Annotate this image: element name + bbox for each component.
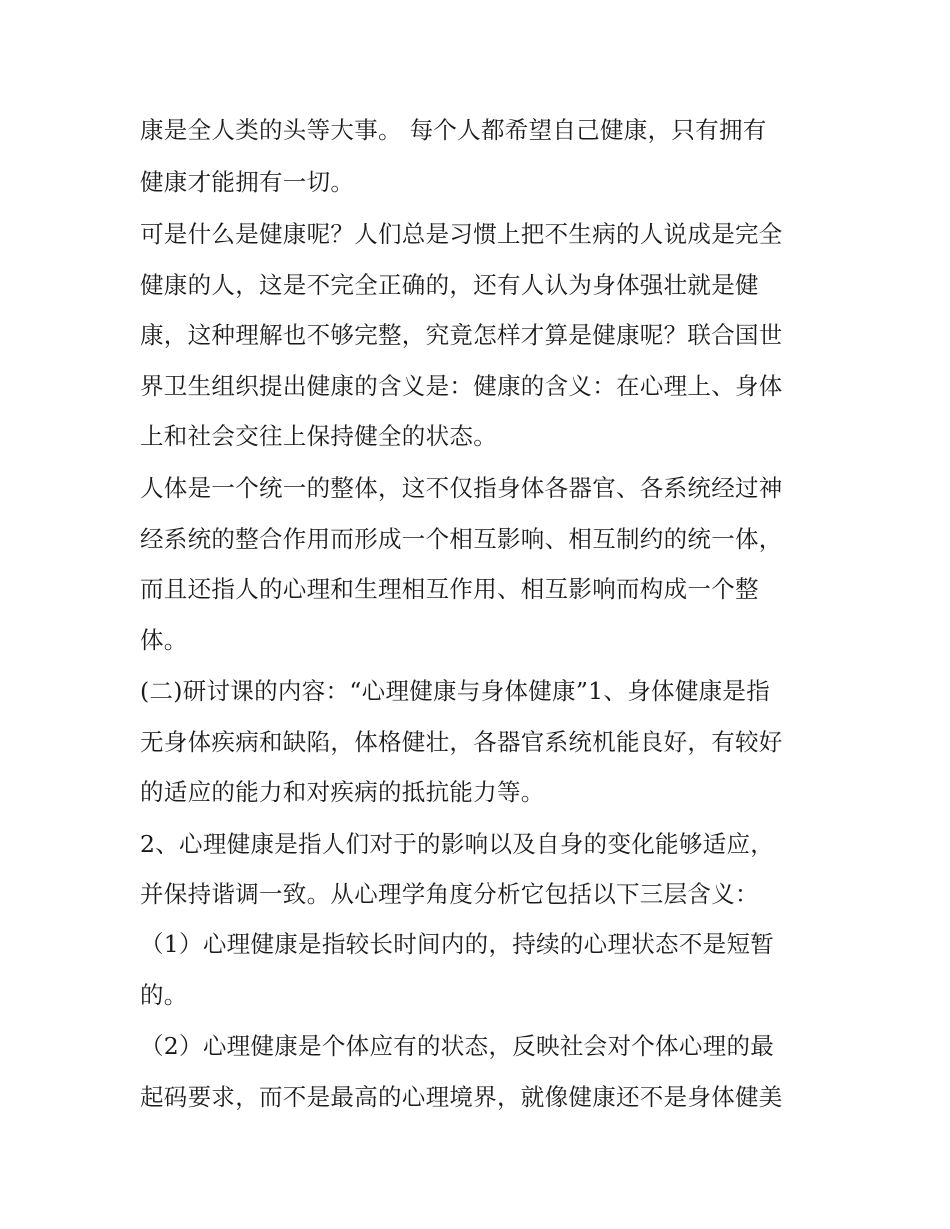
text-line: 2、心理健康是指人们对于的影响以及自身的变化能够适应， [140, 830, 775, 858]
text-line: 上和社会交往上保持健全的状态。 [140, 422, 497, 450]
text-line: 界卫生组织提出健康的含义是：健康的含义：在心理上、身体 [140, 372, 783, 400]
text-line: 健康的人，这是不完全正确的，还有人认为身体强壮就是健 [140, 271, 759, 299]
text-line: 健康才能拥有一切。 [140, 168, 355, 196]
text-line: 康，这种理解也不够完整，究竟怎样才算是健康呢？联合国世 [140, 321, 783, 349]
text-line: 人体是一个统一的整体，这不仅指身体各器官、各系统经过神 [140, 474, 783, 502]
text-line: 可是什么是健康呢？人们总是习惯上把不生病的人说成是完全 [140, 220, 783, 248]
text-line: 经系统的整合作用而形成一个相互影响、相互制约的统一体， [140, 525, 783, 553]
text-line: 而且还指人的心理和生理相互作用、相互影响而构成一个整 [140, 575, 759, 603]
text-line: （1）心理健康是指较长时间内的，持续的心理状态不是短暂 [140, 930, 775, 958]
text-line: 的适应的能力和对疾病的抵抗能力等。 [140, 778, 545, 806]
text-line: 的。 [140, 981, 188, 1009]
text-line: 无身体疾病和缺陷，体格健壮，各器官系统机能良好，有较好 [140, 728, 783, 756]
text-line: 并保持谐调一致。从心理学角度分析它包括以下三层含义： [140, 880, 759, 908]
text-line: 体。 [140, 626, 188, 654]
text-line: 康是全人类的头等大事。 每个人都希望自己健康，只有拥有 [140, 116, 767, 144]
text-line: （2）心理健康是个体应有的状态，反映社会对个体心理的最 [140, 1032, 775, 1060]
text-line: 起码要求，而不是最高的心理境界，就像健康还不是身体健美 [140, 1083, 783, 1111]
text-line: (二)研讨课的内容：“心理健康与身体健康”1、身体健康是指 [140, 677, 771, 705]
